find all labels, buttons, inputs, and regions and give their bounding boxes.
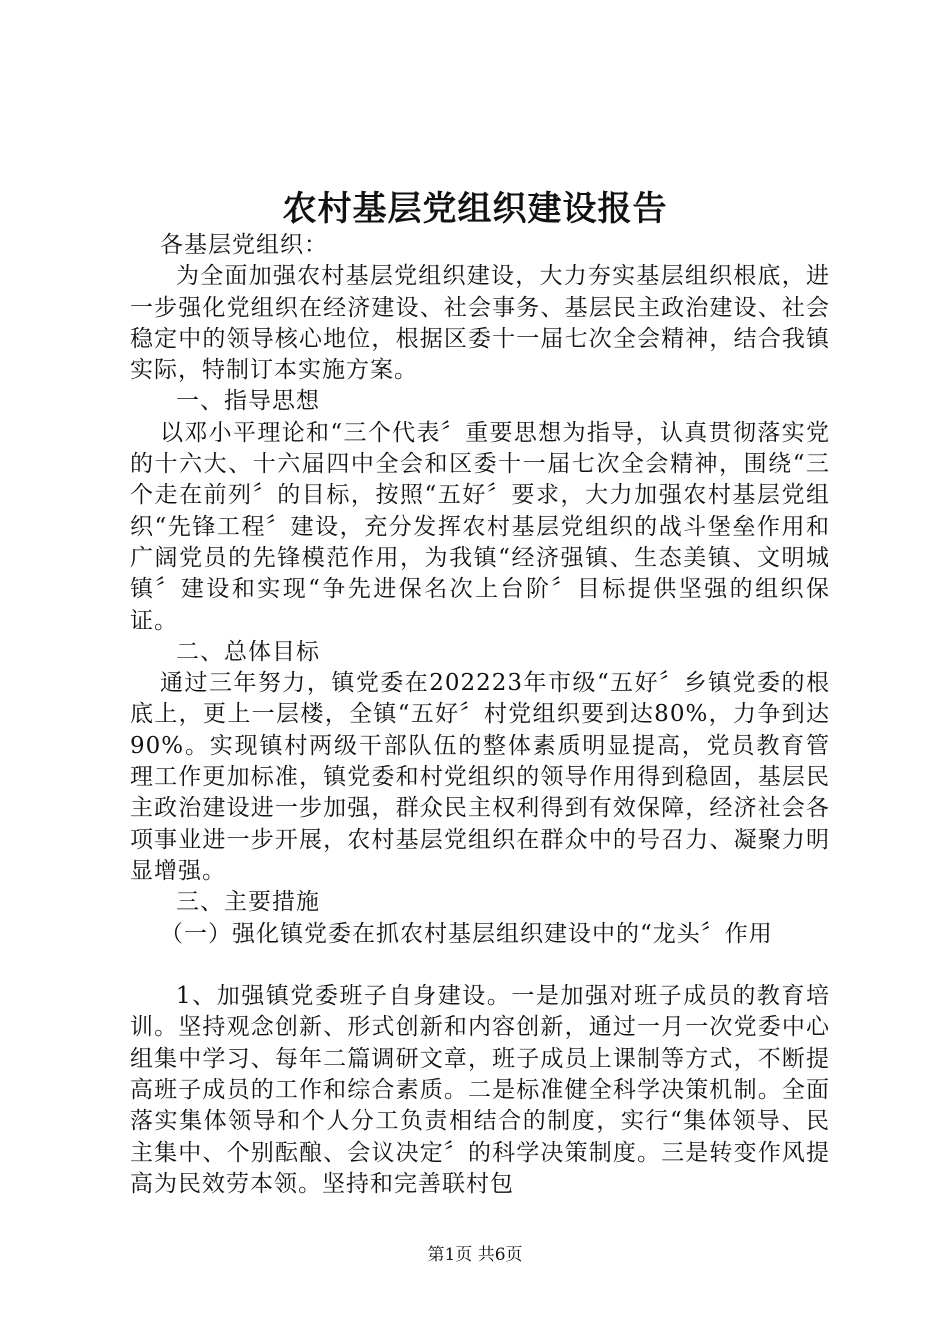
spacer [130,950,830,981]
page-footer: 第1页 共6页 [427,1245,523,1265]
section-1-paragraph: 以邓小平理论和“三个代表〞重要思想为指导，认真贯彻落实党的十六大、十六届四中全会和区委十一届七次全会精神，围绕“三个走在前列〞的目标，按照“五好〞要求，大力加强农村基层党组织“先锋工程〞建设，充分发挥农村基层党组织的战斗堡垒作用和广阔党员的先锋模范作用，为我镇“经济强镇、生态美镇、文明城镇〞建设和实现“争先进保名次上台阶〞目标提供坚强的组织保证。 [130,419,830,634]
salutation: 各基层党组织： [160,232,328,258]
item-1-paragraph: 1、加强镇党委班子自身建设。一是加强对班子成员的教育培训。坚持观念创新、形式创新和内容创新，通过一月一次党委中心组集中学习、每年二篇调研文章，班子成员上课制等方式，不断提高班子成员的工作和综合素质。二是标准健全科学决策机制。全面落实集体领导和个人分工负责相结合的制度，实行“集体领导、民主集中、个别酝酿、会议决定〞的科学决策制度。三是转变作风提高为民效劳本领。坚持和完善联村包 [130,983,830,1197]
section-2-paragraph: 通过三年努力，镇党委在202223年市级“五好〞乡镇党委的根底上，更上一层楼，全镇“五好〞村党组织要到达80%，力争到达90%。实现镇村两级干部队伍的整体素质明显提高，党员教育管理工作更加标准，镇党委和村党组织的领导作用得到稳固，基层民主政治建设进一步加强，群众民主权利得到有效保障，经济社会各项事业进一步开展，农村基层党组织在群众中的号召力、凝聚力明显增强。 [130,670,830,884]
section-heading-3: 三、主要措施 [176,889,320,916]
document-body [130,230,830,1200]
section-heading-1: 一、指导思想 [176,388,320,415]
section-heading-2: 二、总体目标 [176,638,320,665]
document-title: 农村基层党组织建设报告 [282,189,668,229]
intro-paragraph: 为全面加强农村基层党组织建设，大力夯实基层组织根底，进一步强化党组织在经济建设、社会事务、基层民主政治建设、社会稳定中的领导核心地位，根据区委十一届七次全会精神，结合我镇实际，特制订本实施方案。 [130,263,830,384]
subsection-heading-1: （一）强化镇党委在抓农村基层组织建设中的“龙头〞作用 [160,920,773,947]
